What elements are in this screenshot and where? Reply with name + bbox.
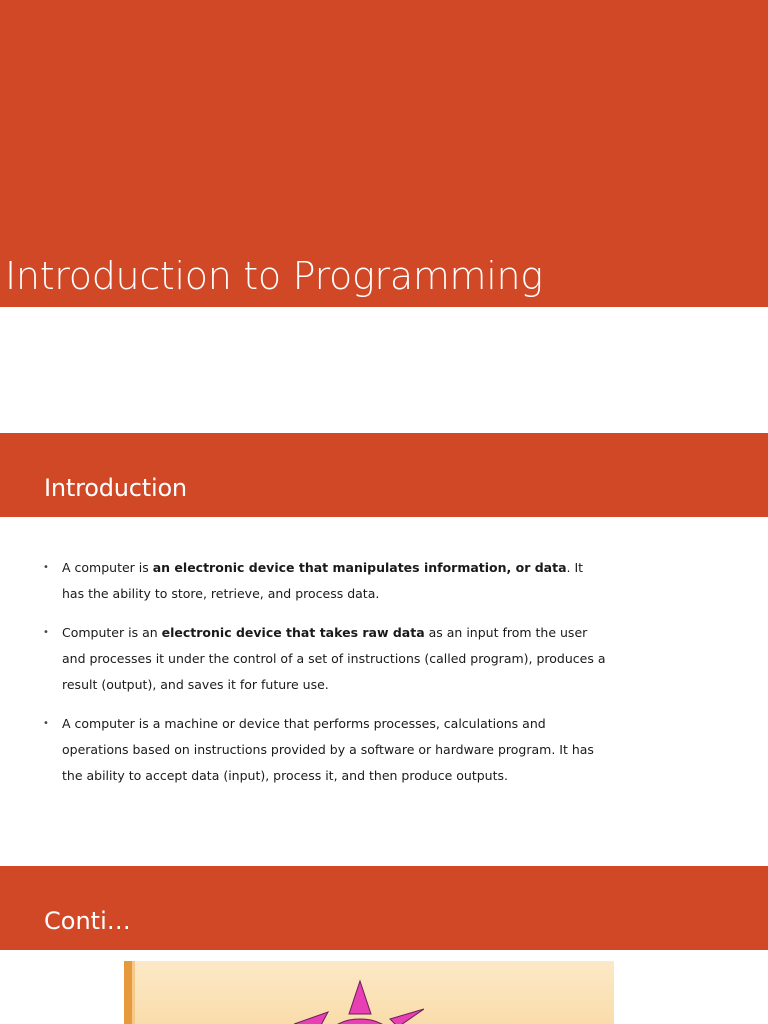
introduction-slide-title: Introduction (44, 474, 187, 502)
bullet-text: as an input from the user and processes it under the control of a set of instructions (called program), produces a result (output), and saves it for future use. (62, 625, 606, 692)
bullet-bold-text: electronic device that takes raw data (161, 625, 425, 640)
bullet-text: A computer is (62, 560, 153, 575)
bullet-item-2 (42, 620, 607, 698)
bullet-dot-icon: • (43, 718, 49, 729)
diagram-edge-strip-light (132, 961, 135, 1024)
introduction-bullet-list (42, 555, 607, 802)
bullet-dot-icon: • (43, 627, 49, 638)
bullet-dot-icon: • (43, 562, 49, 573)
computer-diagram (124, 961, 614, 1024)
star-burst-icon (294, 979, 424, 1024)
bullet-text: Computer is an (62, 625, 162, 640)
bullet-item-1 (42, 555, 607, 607)
bullet-text: . It has the ability to store, retrieve, and process data. (62, 560, 584, 601)
bullet-bold-text: an electronic device that manipulates information, or data (152, 560, 567, 575)
diagram-edge-strip (124, 961, 132, 1024)
bullet-text: A computer is a machine or device that performs processes, calculations and operations based on instructions provided by a software or hardware program. It has the ability to accept data (input), process it, and then produce outputs. (62, 716, 594, 783)
title-slide-heading: Introduction to Programming (5, 254, 543, 298)
bullet-item-3 (42, 711, 607, 789)
conti-slide-title: Conti… (44, 907, 131, 935)
